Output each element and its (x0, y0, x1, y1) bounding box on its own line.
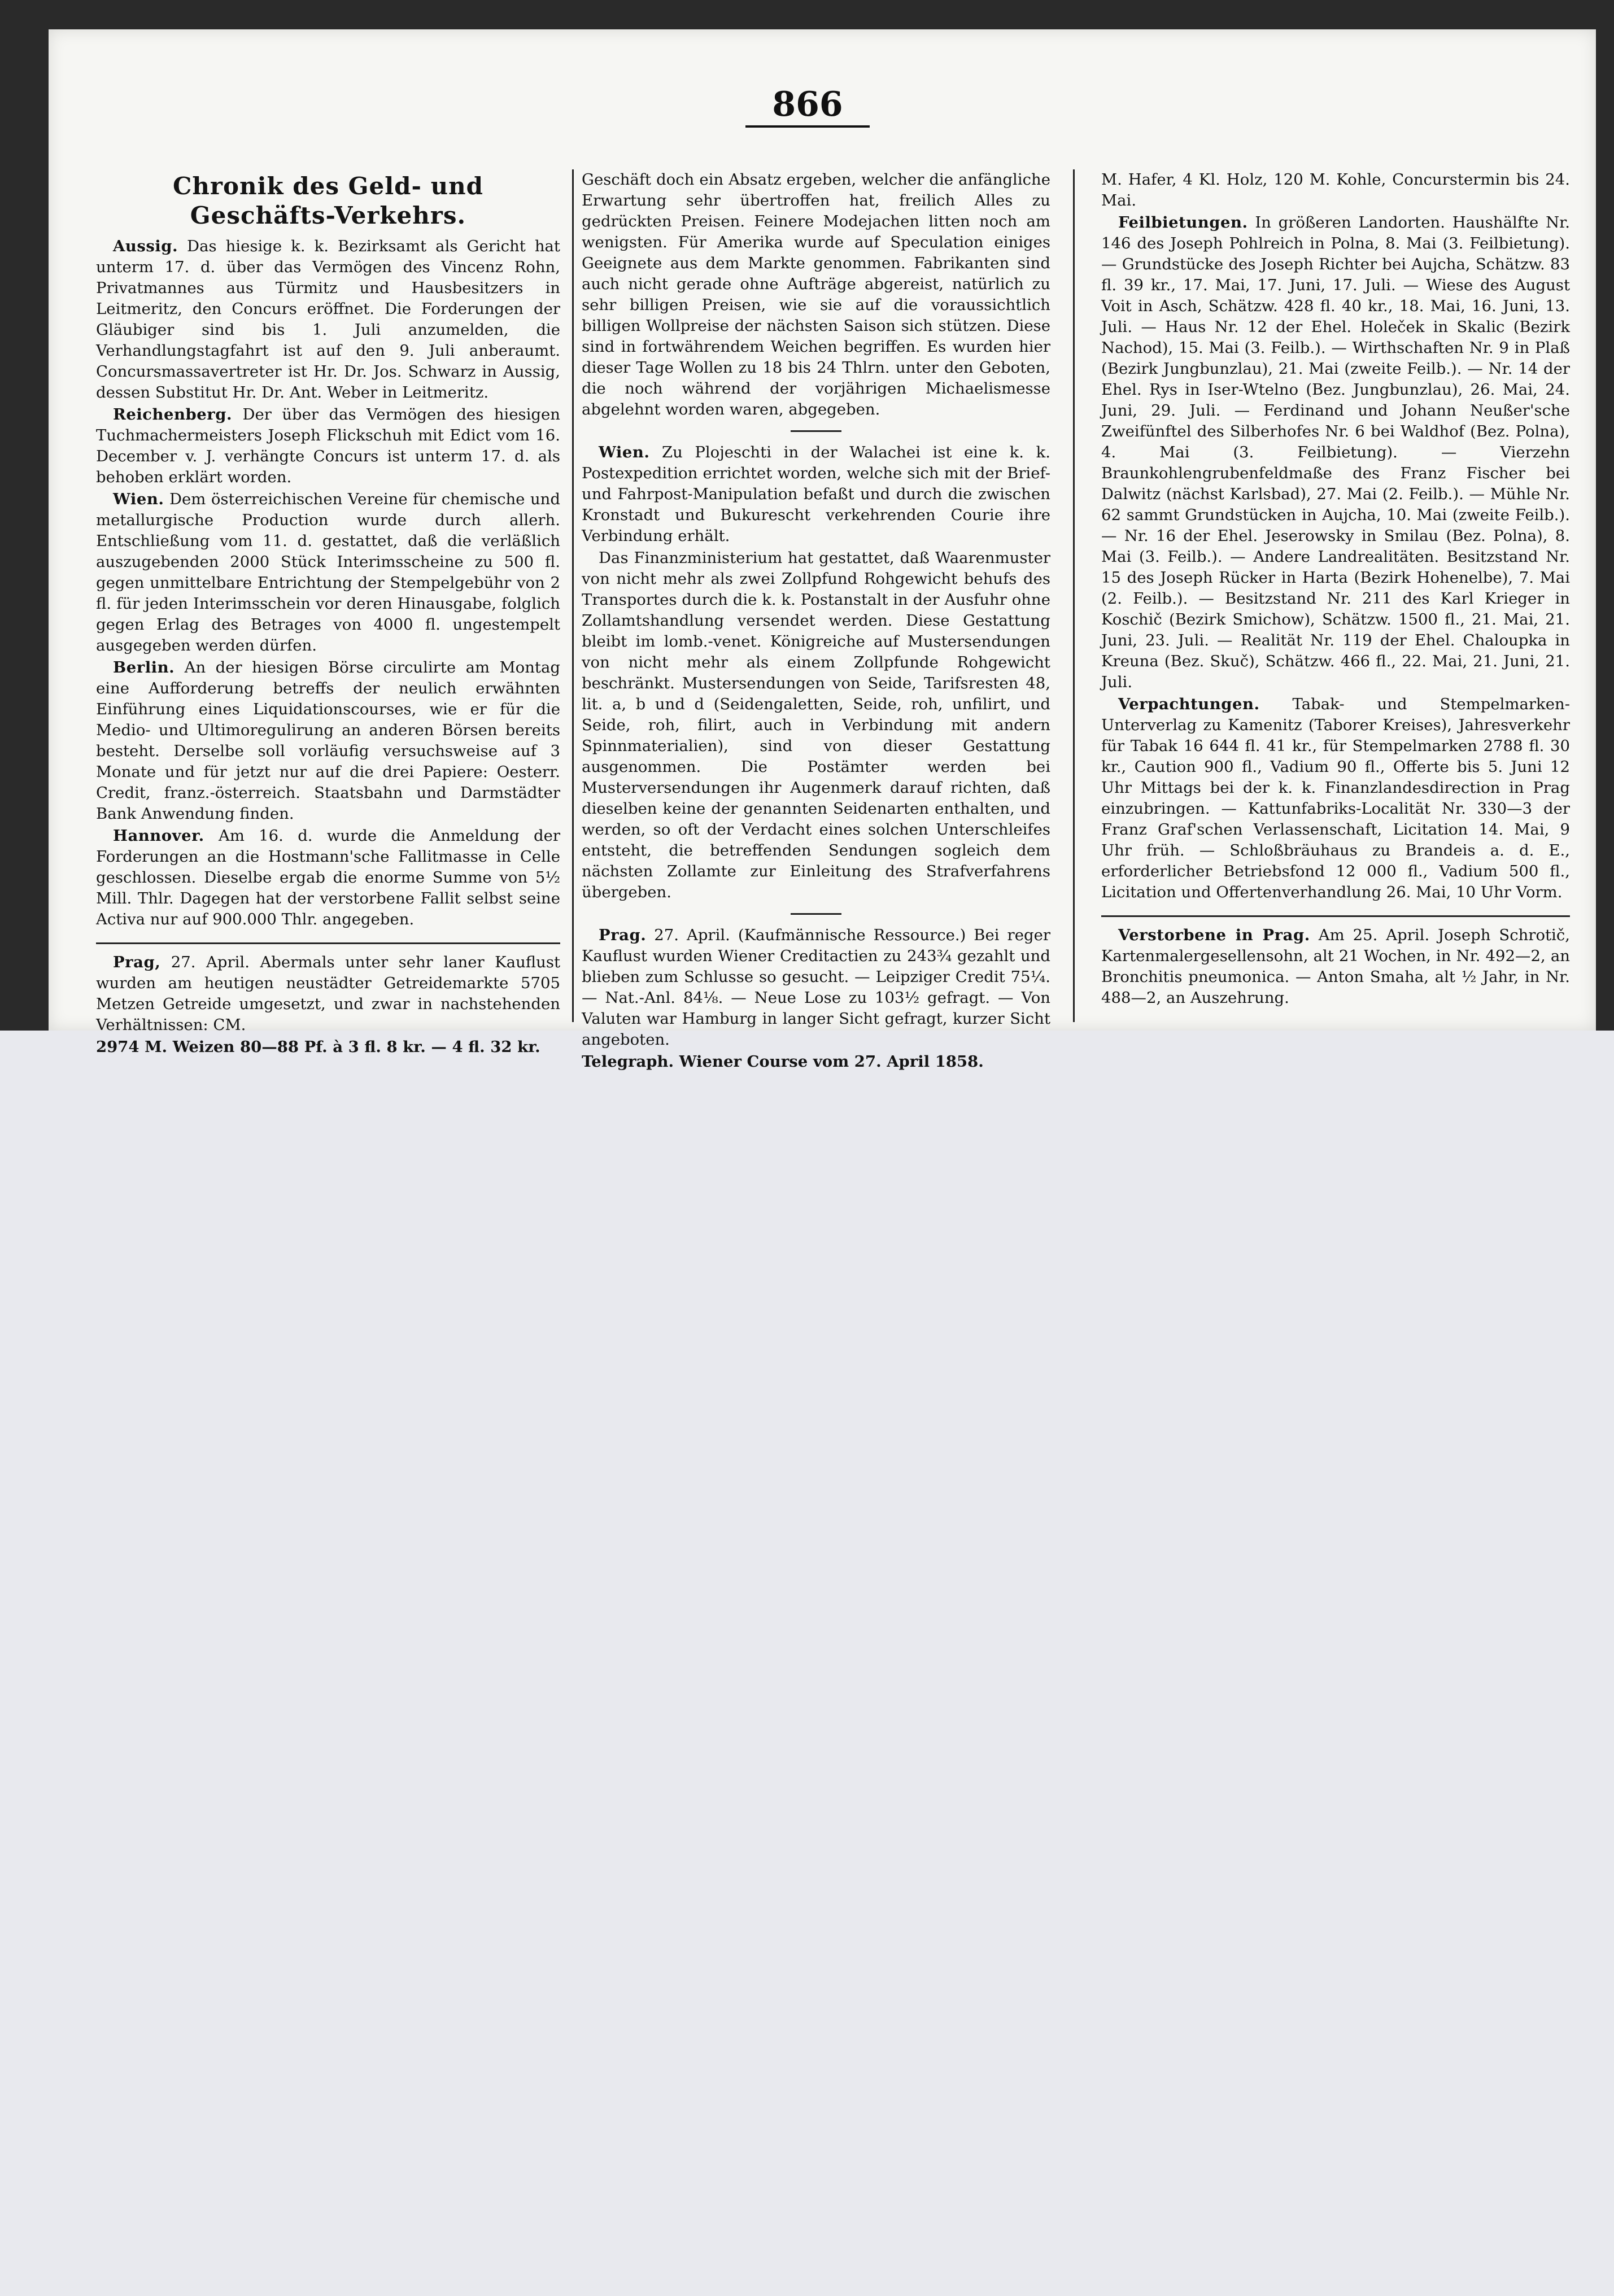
section-title: Chronik des Geld- und Geschäfts-Verkehrs. (172, 172, 484, 229)
article-berlin: Berlin. An der hiesigen Börse circulirte am Montag eine Aufforderung betreffs der neulich erwähnten Einführung eines Liquidationscourses, wie er für die Medio- und Ultimoregulirung an anderen Börsen bereits besteht. Derselbe soll vorläufig versuchsweise auf 3 Monate und für jetzt nur auf die drei Papiere: Oesterr. Credit, franz.-österreich. Staatsbahn und Darmstädter Bank Anwendung finden. (96, 658, 560, 823)
column-left (96, 169, 560, 1056)
column-rule (572, 169, 574, 1022)
column-middle (582, 169, 1050, 1071)
column-rule (1073, 169, 1075, 1022)
article-feilbietungen: Feilbietungen. In größeren Landorten. Haushälfte Nr. 146 des Joseph Pohlreich in Polna, 8. Mai (3. Feilbietung). — Grundstücke des Joseph Richter bei Aujcha, Schätzw. 83 fl. 39 kr., 17. Mai, 17. Juni, 17. Juli. — Wiese des August Voit in Asch, Schätzw. 428 fl. 40 kr., 18. Mai, 16. Juni, 13. Juli. — Haus Nr. 12 der Ehel. Holeček in Skalic (Bezirk Nachod), 15. Mai (3. Feilb.). — Wirthschaften Nr. 9 in Plaß (Bezirk Jungbunzlau), 21. Mai (zweite Feilb.). — Nr. 14 der Ehel. Rys in Iser-Wtelno (Bez. Jungbunzlau), 26. Mai, 24. Juni, 29. Juli. — Ferdinand und Johann Neußer'sche Zweifünftel des Silberhofes Nr. 6 bei Waldhof (Bez. Polna), 4. Mai (3. Feilbietung). — Vierzehn Braunkohlengrubenfeldmaße des Franz Fischer bei Dalwitz (nächst Karlsbad), 27. Mai (2. Feilb.). — Mühle Nr. 62 sammt Grundstücken in Aujcha, 10. Mai (zweite Feilb.). — Nr. 16 der Ehel. Jeserowsky in Smilau (Bez. Polna), 8. Mai (3. Feilb.). — Andere Landrealitäten. Besitzstand Nr. 15 des Joseph Rücker in Harta (Bezirk Hohenelbe), 7. Mai (2. Feilb.). — Besitzstand Nr. 211 des Karl Krieger in Koschič (Bezirk Smichow), Schätzw. 1500 fl., 21. Mai, 21. Juni, 23. Juli. — Realität Nr. 119 der Ehel. Chaloupka in Kreuna (Bez. Skuč), Schätzw. 466 fl., 22. Mai, 21. Juni, 21. Juli. (1101, 213, 1571, 691)
article-prag-ressource: Prag. 27. April. (Kaufmännische Ressource.) Bei reger Kauflust wurden Wiener Creditactien zu 243¾ gezahlt und blieben zum Schlusse so gesucht. — Leipziger Credit 75¼. — Nat.-Anl. 84⅛. — Neue Lose zu 103½ gefragt. — Von Valuten war Hamburg in langer Sicht gefragt, kurzer Sicht angeboten. (582, 926, 1050, 1049)
page-number: 866 (745, 85, 870, 128)
article-wien-post: Wien. Zu Plojeschti in der Walachei ist eine k. k. Postexpedition errichtet worden, welche sich mit der Brief- und Fahrpost-Manipulation befaßt und durch die zwischen Kronstadt und Bukurescht verkehrenden Courie ihre Verbindung erhält. (582, 443, 1050, 545)
article-prag-market: Prag, 27. April. Abermals unter sehr laner Kauflust wurden am heutigen neustädter Getreidemarkte 5705 Metzen Getreide umgesetzt, und zwar in nachstehenden Verhältnissen: CM. (96, 953, 560, 1034)
separator (791, 430, 841, 432)
article-verpachtungen: Verpachtungen. Tabak- und Stempelmarken-Unterverlag zu Kamenitz (Taborer Kreises), Jahresverkehr für Tabak 16 644 fl. 41 kr., für Stempelmarken 2788 fl. 30 kr., Caution 900 fl., Vadium 90 fl., Offerte bis 5. Juni 12 Uhr Mittags bei der k. k. Finanzlandesdirection in Prag einzubringen. — Kattunfabriks-Localität Nr. 330—3 der Franz Graf'schen Verlassenschaft, Licitation 14. Mai, 9 Uhr früh. — Schloßbräuhaus zu Brandeis a. d. E., erforderlicher Betriebsfond 12 000 fl., Vadium 500 fl., Licitation und Offertenverhandlung 26. Mai, 10 Uhr Vorm. (1101, 695, 1570, 901)
article-continuation: Geschäft doch ein Absatz ergeben, welcher die anfängliche Erwartung sehr übertroffen hat, freilich Alles zu gedrückten Preisen. Feinere Modejachen litten noch am wenigsten. Für Amerika wurde auf Speculation einiges Geeignete aus dem Markte genommen. Fabrikanten sind auch nicht gerade ohne Aufträge abgereist, natürlich zu sehr billigen Preisen, wie sie auf die voraussichtlich billigen Wollpreise der nächsten Saison sich stützen. Diese sind in fortwährendem Weichen begriffen. Es wurden hier dieser Tage Wollen zu 18 bis 24 Thlrn. unter den Geboten, die noch während der vorjährigen Michaelismesse abgelehnt worden waren, abgegeben. (582, 171, 1050, 418)
grain-price-row: 2974 M. Weizen 80—88 Pf. à 3 fl. 8 kr. — 4 fl. 32 kr. (96, 1038, 540, 1056)
article-wien: Wien. Dem österreichischen Vereine für chemische und metallurgische Production wurde durch allerh. Entschließung vom 11. d. gestattet, daß die verläßlich auszugebenden 2000 Stück Interimsscheine zu 500 fl. gegen unmittelbare Entrichtung der Stempelgebühr von 2 fl. für jeden Interimsschein vor deren Hinausgabe, folglich gegen Erlag des Betrages von 4000 fl. ungestempelt ausgegeben werden dürfen. (96, 490, 560, 654)
telegraph-course-heading: Telegraph. Wiener Course vom 27. April 1858. (582, 1053, 984, 1071)
article-continuation: M. Hafer, 4 Kl. Holz, 120 M. Kohle, Concurstermin bis 24. Mai. (1101, 171, 1570, 209)
article-finanzministerium: Das Finanzministerium hat gestattet, daß Waarenmuster von nicht mehr als zwei Zollpfund Rohgewicht behufs des Transportes durch die k. k. Postanstalt in der Ausfuhr ohne Zollamtshandlung versendet werden. Diese Gestattung bleibt im lomb.-venet. Königreiche auf Mustersendungen von nicht mehr als einem Zollpfunde Rohgewicht beschränkt. Mustersendungen von Seide, Tarifsresten 48, lit. a, b und d (Seidengaletten, Seide, roh, unfilirt, und Seide, roh, filirt, auch in Verbindung mit andern Spinnmaterialien), sind von dieser Gestattung ausgenommen. Die Postämter werden bei Musterversendungen ihr Augenmerk darauf richten, daß dieselben keine der genannten Seidenarten enthalten, und werden, so oft der Verdacht eines solchen Unterschleifes entsteht, die betreffenden Sendungen sogleich dem nächsten Zollamte zur Einleitung des Strafverfahrens übergeben. (582, 549, 1050, 901)
separator (96, 942, 560, 944)
column-right (1101, 169, 1570, 1022)
article-verstorbene: Verstorbene in Prag. Am 25. April. Joseph Schrotič, Kartenmalergesellensohn, alt 21 Wochen, in Nr. 492—2, an Bronchitis pneumonica. — Anton Smaha, alt ½ Jahr, in Nr. 488—2, an Auszehrung. (1101, 926, 1570, 1007)
article-aussig: Aussig. Das hiesige k. k. Bezirksamt als Gericht hat unterm 17. d. über das Vermögen des Vincenz Rohn, Privatmannes aus Türmitz und Hausbesitzers in Leitmeritz, den Concurs eröffnet. Die Forderungen der Gläubiger sind bis 1. Juli anzumelden, die Verhandlungstagfahrt ist auf den 9. Juli anberaumt. Concursmassavertreter ist Hr. Dr. Jos. Schwarz in Aussig, dessen Substitut Hr. Dr. Ant. Weber in Leitmeritz. (96, 237, 560, 401)
separator (791, 913, 841, 915)
article-reichenberg: Reichenberg. Der über das Vermögen des hiesigen Tuchmachermeisters Joseph Flickschuh mit Edict vom 16. December v. J. verhängte Concurs ist unterm 17. d. als behoben erklärt worden. (96, 405, 560, 486)
article-hannover: Hannover. Am 16. d. wurde die Anmeldung der Forderungen an die Hostmann'sche Fallitmasse in Celle geschlossen. Dieselbe ergab die enorme Summe von 5½ Mill. Thlr. Dagegen hat der verstorbene Fallit selbst seine Activa nur auf 900.000 Thlr. angegeben. (96, 827, 560, 928)
separator (1101, 915, 1570, 917)
